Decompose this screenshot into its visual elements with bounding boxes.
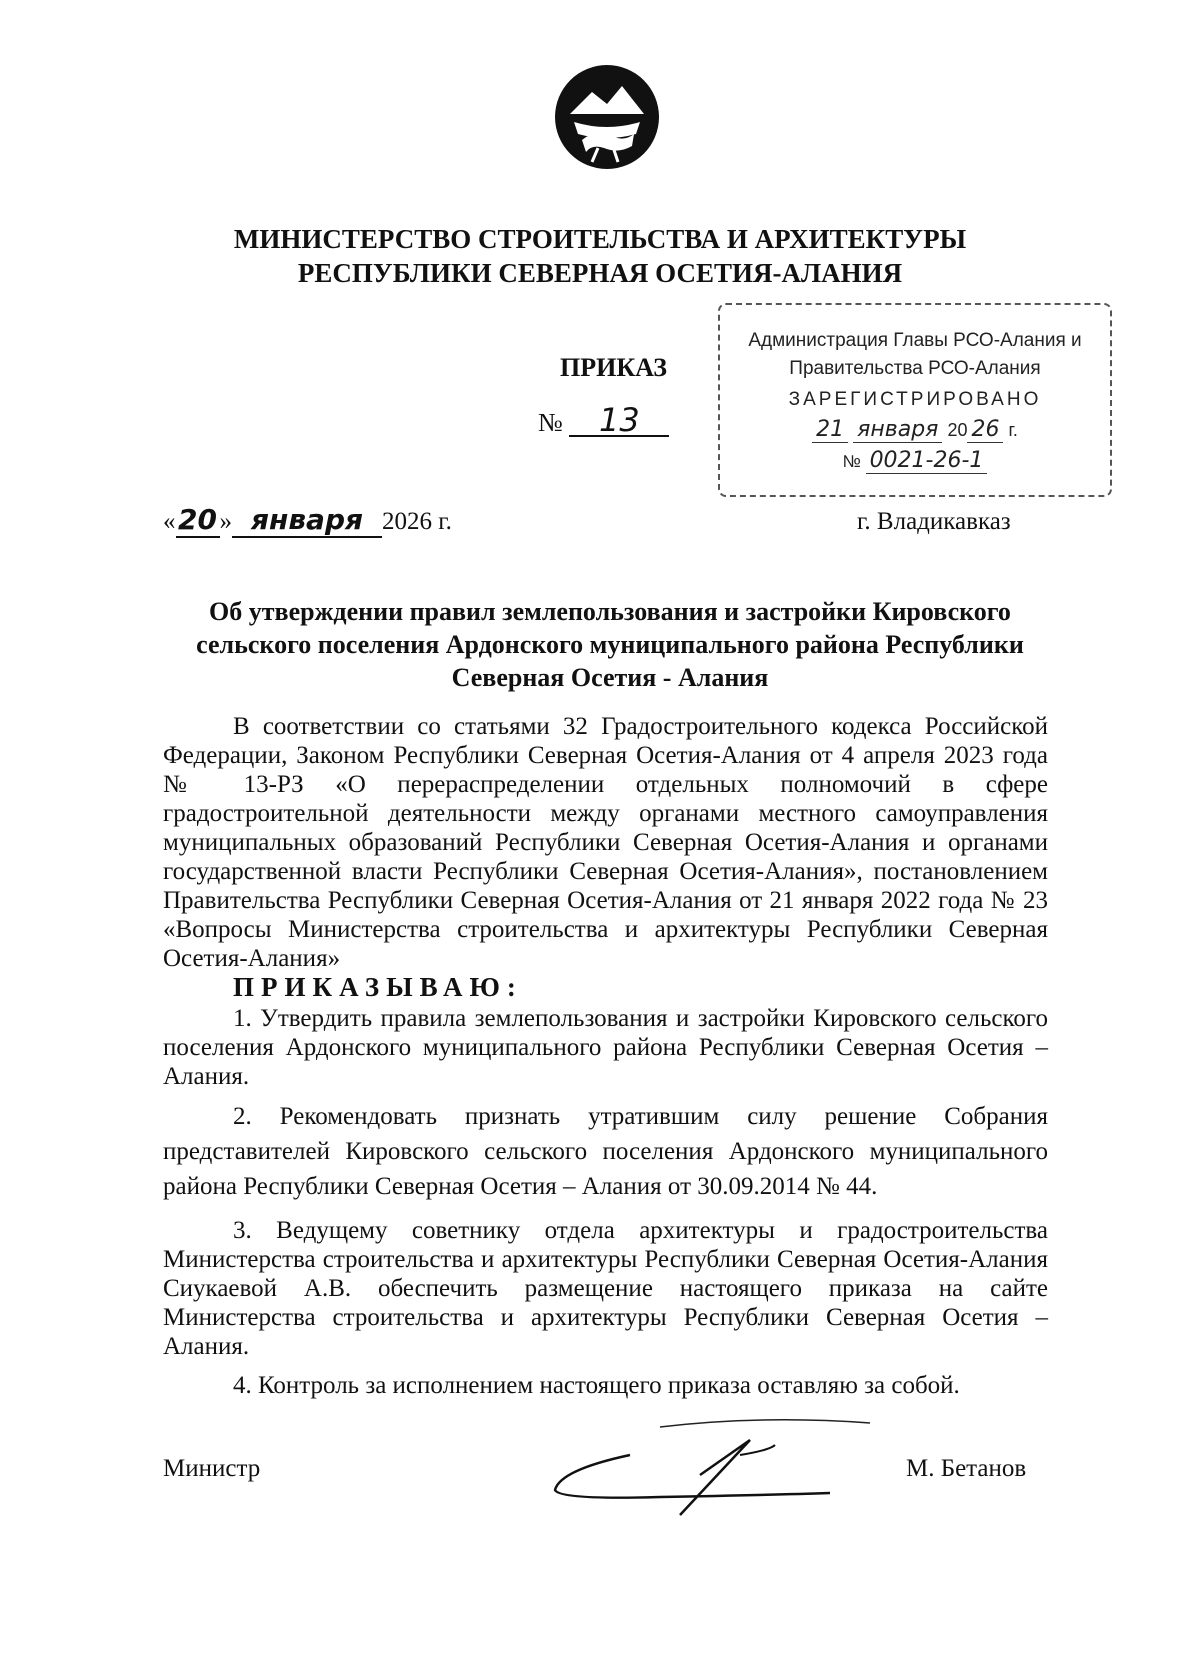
signer-name: М. Бетанов bbox=[906, 1455, 1027, 1482]
stamp-org-line1: Администрация Главы РСО-Алания и bbox=[748, 330, 1082, 351]
intro-paragraph: В соответствии со статьями 32 Градостроительного кодекса Российской Федерации, Законом Республики Северная Осетия-Алания от 4 апреля 2023 года № 13-РЗ «О перераспределении отдельных полномочий в сфере градостроительной деятельности между органами местного самоуправления муниципальных образований Республики Северная Осетия-Алания и органами государственной власти Республики Северная Осетия-Алания», постановлением Правительства Республики Северная Осетия-Алания от 21 января 2022 года № 23 «Вопросы Министерства строительства и архитектуры Республики Северная Осетия-Алания» bbox=[163, 713, 1048, 972]
order-number bbox=[538, 401, 669, 439]
stamp-number-value: 0021-26-1 bbox=[866, 448, 988, 474]
date-open-quote: « bbox=[163, 508, 176, 535]
signer-role: Министр bbox=[163, 1455, 261, 1482]
order-item-4: 4. Контроль за исполнением настоящего приказа оставляю за собой. bbox=[233, 1372, 960, 1399]
order-title: ПРИКАЗ bbox=[560, 353, 668, 382]
stamp-year-end: г. bbox=[1008, 420, 1018, 440]
stamp-org-line2: Правительства РСО-Алания bbox=[789, 358, 1041, 379]
registration-stamp bbox=[718, 303, 1112, 497]
subject-line3: Северная Осетия - Алания bbox=[451, 663, 769, 692]
stamp-number bbox=[720, 448, 1110, 473]
stamp-day: 21 bbox=[812, 417, 848, 443]
date-day: 20 bbox=[176, 503, 220, 538]
date-close-quote: » bbox=[219, 508, 232, 535]
stamp-number-prefix: № bbox=[842, 452, 861, 471]
stamp-date bbox=[720, 417, 1110, 442]
stamp-year-prefix: 20 bbox=[947, 420, 968, 440]
order-word: ПРИКАЗЫВАЮ: bbox=[233, 972, 523, 1002]
stamp-year-suffix: 26 bbox=[967, 417, 1003, 443]
order-number-prefix: № bbox=[538, 408, 563, 437]
date-month: января bbox=[232, 503, 382, 538]
order-number-value: 13 bbox=[569, 405, 669, 437]
order-subject bbox=[190, 595, 1030, 694]
emblem-icon bbox=[552, 62, 662, 172]
order-item-1: 1. Утвердить правила землепользования и застройки Кировского сельского поселения Ардонского муниципального района Республики Северная Осетия – Алания. bbox=[163, 1005, 1048, 1090]
order-item-3: 3. Ведущему советнику отдела архитектуры и градостроительства Министерства строительства и архитектуры Республики Северная Осетия-Алания Сиукаевой А.В. обеспечить размещение настоящего приказа на сайте Министерства строительства и архитектуры Республики Северная Осетия – Алания. bbox=[163, 1217, 1048, 1360]
ministry-name-line1: МИНИСТЕРСТВО СТРОИТЕЛЬСТВА И АРХИТЕКТУРЫ bbox=[233, 224, 967, 254]
city: г. Владикавказ bbox=[857, 508, 1011, 535]
order-body bbox=[163, 712, 1048, 1400]
stamp-month: января bbox=[853, 417, 942, 443]
date-year: 2026 г. bbox=[382, 508, 452, 535]
subject-line2: сельского поселения Ардонского муниципального района Республики bbox=[196, 630, 1024, 659]
stamp-registered: ЗАРЕГИСТРИРОВАНО bbox=[788, 389, 1042, 410]
order-item-2: 2. Рекомендовать признать утратившим силу решение Собрания представителей Кировского сельского поселения Ардонского муниципального района Республики Северная Осетия – Алания от 30.09.2014 № 44. bbox=[163, 1103, 1048, 1200]
ministry-name-line2: РЕСПУБЛИКИ СЕВЕРНАЯ ОСЕТИЯ-АЛАНИЯ bbox=[297, 258, 903, 288]
order-date bbox=[163, 503, 452, 538]
subject-line1: Об утверждении правил землепользования и застройки Кировского bbox=[209, 597, 1011, 626]
signature-icon bbox=[540, 1415, 920, 1525]
